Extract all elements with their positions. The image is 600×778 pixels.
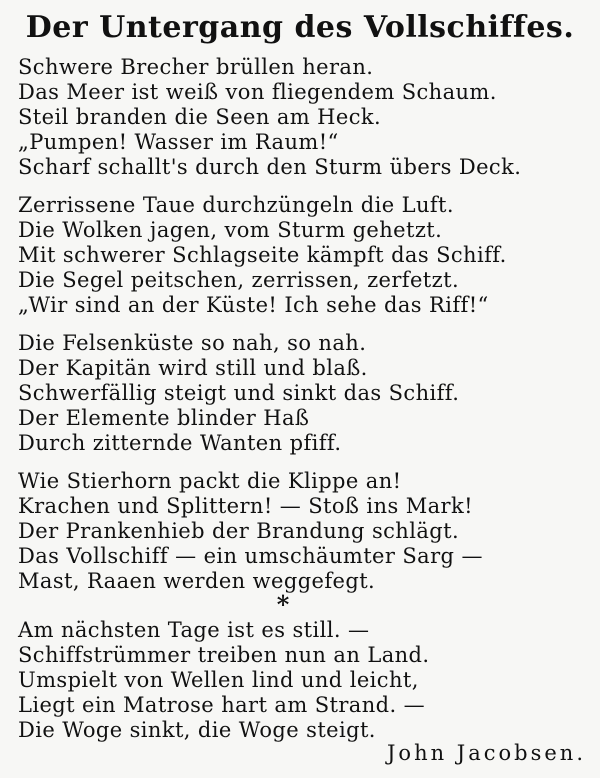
stanza-3: [18, 331, 588, 456]
poem-line: „Pumpen! Wasser im Raum!“: [18, 130, 339, 154]
poem-body: [18, 55, 588, 756]
section-separator: *: [276, 590, 290, 619]
poem-line: Das Meer ist weiß von fliegendem Schaum.: [18, 80, 497, 104]
poem-line: Die Woge sinkt, die Woge steigt.: [18, 718, 376, 742]
poem-line: Mit schwerer Schlagseite kämpft das Schiff.: [18, 243, 507, 267]
poem-line: Mast, Raaen werden weggefegt.: [18, 569, 376, 593]
poem-line: Zerrissene Taue durchzüngeln die Luft.: [18, 193, 454, 217]
poem-line: Wie Stierhorn packt die Klippe an!: [18, 469, 402, 493]
poem-line: Umspielt von Wellen lind und leicht,: [18, 668, 419, 692]
poem-line: Schwere Brecher brüllen heran.: [18, 55, 374, 79]
poem-line: Schwerfällig steigt und sinkt das Schiff.: [18, 381, 460, 405]
poem-line: Steil branden die Seen am Heck.: [18, 105, 382, 129]
stanza-5: [18, 618, 588, 743]
poem-line: Der Prankenhieb der Brandung schlägt.: [18, 519, 460, 543]
poem-line: Die Segel peitschen, zerrissen, zerfetzt.: [18, 268, 460, 292]
stanza-1: [18, 55, 588, 180]
poem-line: „Wir sind an der Küste! Ich sehe das Riff!“: [18, 293, 489, 317]
poem-line: Liegt ein Matrose hart am Strand. —: [18, 693, 426, 717]
poem-line: Der Kapitän wird still und blaß.: [18, 356, 368, 380]
poem-title: Der Untergang des Vollschiffes.: [25, 10, 575, 45]
poem-line: Der Elemente blinder Haß: [18, 406, 310, 430]
poem-line: Krachen und Splittern! — Stoß ins Mark!: [18, 494, 473, 518]
poem-line: Am nächsten Tage ist es still. —: [18, 618, 370, 642]
poem-line: Das Vollschiff — ein umschäumter Sarg —: [18, 544, 483, 568]
poem-line: Scharf schallt's durch den Sturm übers Deck.: [18, 155, 522, 179]
poem-line: Schiffstrümmer treiben nun an Land.: [18, 643, 430, 667]
poem-line: Die Wolken jagen, vom Sturm gehetzt.: [18, 218, 443, 242]
stanza-2: [18, 193, 588, 318]
stanza-4: [18, 469, 588, 594]
author-signature: John Jacobsen.: [387, 741, 586, 765]
poem-line: Die Felsenküste so nah, so nah.: [18, 331, 367, 355]
poem-line: Durch zitternde Wanten pfiff.: [18, 431, 342, 455]
